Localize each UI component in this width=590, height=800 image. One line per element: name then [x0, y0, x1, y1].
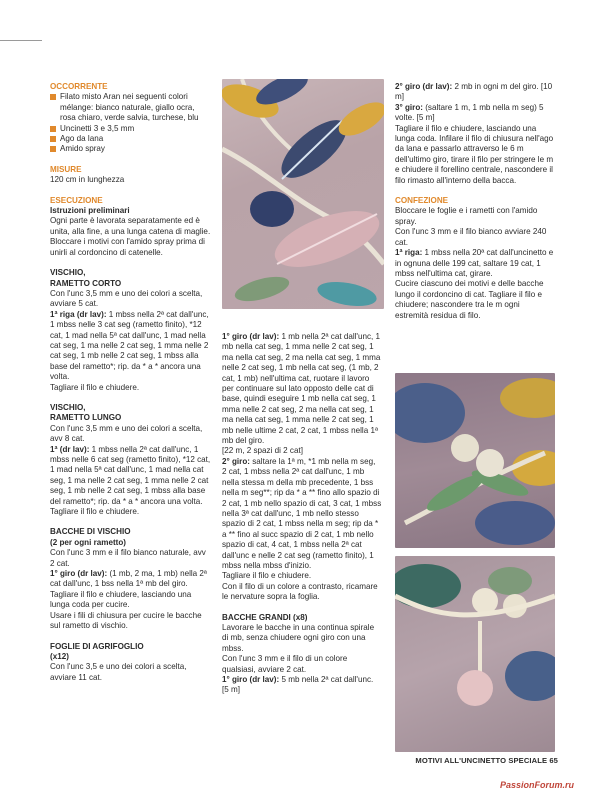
confezione-text-2: Con l'unc 3 mm e il filo bianco avviare 240 cat. [395, 227, 547, 247]
confezione-heading: CONFEZIONE [395, 196, 449, 206]
occorrente-heading: OCCORRENTE [50, 82, 108, 91]
bullet-square-icon [50, 136, 56, 142]
bullet-square-icon [50, 126, 56, 132]
bacche-giro3: 3° giro: (saltare 1 m, 1 mb nella m seg) 5 volte. [5 m] [395, 102, 544, 123]
confezione-riga1: 1ª riga: 1 mbss nella 20ª cat dall'uncinetto e in ognuna delle 199 cat, saltare 19 cat, 1 mbss nell'ultima cat, girare. [395, 248, 554, 278]
column-middle [222, 332, 382, 696]
foglie-title: FOGLIE DI AGRIFOGLIO (x12) [50, 641, 144, 661]
bacche-vischio-row: 1° giro (dr lav): (1 mb, 2 ma, 1 mb) nella 2ª cat dall'unc, 1 bss nella 1ª mb del giro. Tagliare il filo e chiudere, lasciando una lunga coda per cucire. [50, 569, 207, 610]
materials-item: Filato misto Aran nei seguenti colori mélange: bianco naturale, giallo ocra, rosa chiaro, verde salvia, turchese, blu [50, 92, 212, 123]
bacche-vischio-end: Usare i fili di chiusura per cucire le bacche sul rametto di vischio. [50, 610, 202, 631]
bacche-grandi-title: BACCHE GRANDI (x8) [222, 612, 308, 622]
ricamo-text: Con il filo di un colore a contrasto, ricamare le nervature sopra la foglia. [222, 581, 378, 602]
vischio-corto-title: VISCHIO, RAMETTO CORTO [50, 268, 122, 288]
watermark: PassionForum.ru [499, 780, 574, 790]
photo-mistletoe-detail [395, 373, 555, 548]
esecuzione-text: Ogni parte è lavorata separatamente ed è unita, alla fine, a una lunga catena di maglie. Bloccare i motivi con l'amido spray prima di unirli al cordoncino di catenelle. [50, 216, 211, 257]
bacche-grandi-text: Lavorare le bacche in una continua spirale di mb, senza chiudere ogni giro con una mbss. [222, 622, 375, 653]
top-rule [0, 40, 42, 41]
confezione-text-1: Bloccare le foglie e i rametti con l'amido spray. [395, 206, 538, 226]
crochet-leaves-illustration [222, 79, 384, 309]
bacche-giro2: 2° giro (dr lav): 2 mb in ogni m del giro. [10 m] [395, 82, 553, 102]
vischio-corto-row: 1ª riga (dr lav): 1 mbss nella 2ª cat dall'unc, 1 mbss nelle 3 cat seg (rametto finito), *12 cat, 1 mad nella 5ª cat dall'unc, 1 mad nella cat seg, 1 ma nelle 2 cat seg, 1 mma nelle 2 cat seg, 1 mb nelle 2 cat seg, 1 mbss alla base del rametto*; rip. da * a * ancora una volta. [50, 309, 209, 382]
misure-text: 120 cm in lunghezza [50, 175, 125, 185]
vischio-corto-intro: Con l'unc 3,5 mm e uno dei colori a scelta, avviare 5 cat. [50, 288, 203, 309]
vischio-corto-end: Tagliare il filo e chiudere. [50, 382, 140, 392]
esecuzione-heading: ESECUZIONE [50, 195, 103, 205]
esecuzione-subheading: Istruzioni preliminari [50, 206, 130, 216]
column-right [395, 82, 555, 321]
confezione-text-3: Cucire ciascuno dei motivi e delle bacche lungo il cordoncino di cat. Tagliare il filo e chiudere; nascondere tra le m ogni estremità residua di filo. [395, 279, 544, 320]
photo-berries-detail [395, 556, 555, 752]
vischio-lungo-title: VISCHIO, RAMETTO LUNGO [50, 402, 122, 423]
misure-heading: MISURE [50, 164, 82, 174]
column-left [50, 82, 212, 683]
bullet-square-icon [50, 94, 56, 100]
crochet-berries-illustration [395, 556, 555, 752]
bacche-grandi-intro: Con l'unc 3 mm e il filo di un colore qualsiasi, avviare 2 cat. [222, 654, 348, 674]
bacche-vischio-title: BACCHE DI VISCHIO (2 per ogni rametto) [50, 527, 131, 547]
materials-item: Amido spray [50, 144, 212, 154]
materials-item: Uncinetti 3 e 3,5 mm [50, 124, 212, 134]
materials-item: Ago da lana [50, 134, 212, 144]
bacche-end: Tagliare il filo e chiudere, lasciando una lunga coda. Infilare il filo di chiusura nell'ago da lana e passarlo attraverso le 6 m dell'ultimo giro, tirare il filo per stringere le m e chiudere il forellino centrale, nascondere il filo rimasto all'interno della bacca. [395, 123, 554, 185]
bacche-vischio-intro: Con l'unc 3 mm e il filo bianco naturale, avv 2 cat. [50, 548, 206, 568]
bacche-giro1: 1° giro (dr lav): 5 mb nella 2ª cat dall'unc. [5 m] [222, 675, 374, 695]
giro1-instructions: 1° giro (dr lav): 1 mb nella 2ª cat dall'unc, 1 mb nella cat seg, 1 mma nelle 2 cat seg, 1 ma nella cat seg, 2 ma nella cat seg, 1 mma nelle 2 cat seg, 1 mb nella cat seg, (1 mb, 2 cat, 1 mb) nell'ultima cat, ruotare il lavoro per continuare sul lato opposto delle cat di base, quindi eseguire 1 mb nella cat seg, 1 mma nelle 2 cat seg, 2 ma nella cat seg, 1 ma nella cat seg, 1 mma nelle 2 cat seg, 1 mb nelle ultime 2 cat, 2 cat, 1 mbss nella 1ª mb del giro. [222, 332, 381, 446]
giro2-instructions: 2° giro: saltare la 1ª m, *1 mb nella m seg, 2 cat, 1 mbss nella 2ª cat dall'unc, 1 mb nella stessa m della mb precedente, 1 bss nella m seg**; rip da * a ** fino allo spazio di 2 cat, 1 mb nello spazio di cat, 3 cat, 1 mbss nella 3ª cat dall'unc, 1 mb nello stesso spazio di 2 cat, 1 mbss nella m seg; rip da * a ** fino al succ spazio di 2 cat, 1 mb nello spazio di cat, 4 cat, 1 mbss nella 2ª cat dall'unc e nelle 2 cat seg (rametto finito), 1 mbss nella mbss d'inizio. [222, 456, 382, 570]
photo-holly-leaves [222, 79, 384, 309]
bullet-square-icon [50, 146, 56, 152]
page-footer: MOTIVI ALL'UNCINETTO SPECIALE 65 [415, 756, 558, 765]
crochet-mistletoe-illustration [395, 373, 555, 548]
vischio-lungo-end: Tagliare il filo e chiudere. [50, 507, 140, 517]
foglie-intro: Con l'unc 3,5 e uno dei colori a scelta, avviare 11 cat. [50, 662, 187, 682]
vischio-lungo-intro: Con l'unc 3,5 mm e uno dei colori a scelta, avv 8 cat. [50, 423, 203, 444]
giro2-end: Tagliare il filo e chiudere. [222, 571, 312, 581]
giro1-count: [22 m, 2 spazi di 2 cat] [222, 446, 303, 456]
vischio-lungo-row: 1ª (dr lav): 1 mbss nella 2ª cat dall'unc, 1 mbss nelle 6 cat seg (rametto finito), *12 cat, 1 mad nella 5ª cat dall'unc, 1 mad nella cat seg, 1 ma nelle 2 cat seg, 1 mma nelle 2 cat seg, 1 mb nelle 2 cat seg, 1 mbss alla base del rametto*; rip. da * a * ancora una volta. [50, 444, 211, 506]
